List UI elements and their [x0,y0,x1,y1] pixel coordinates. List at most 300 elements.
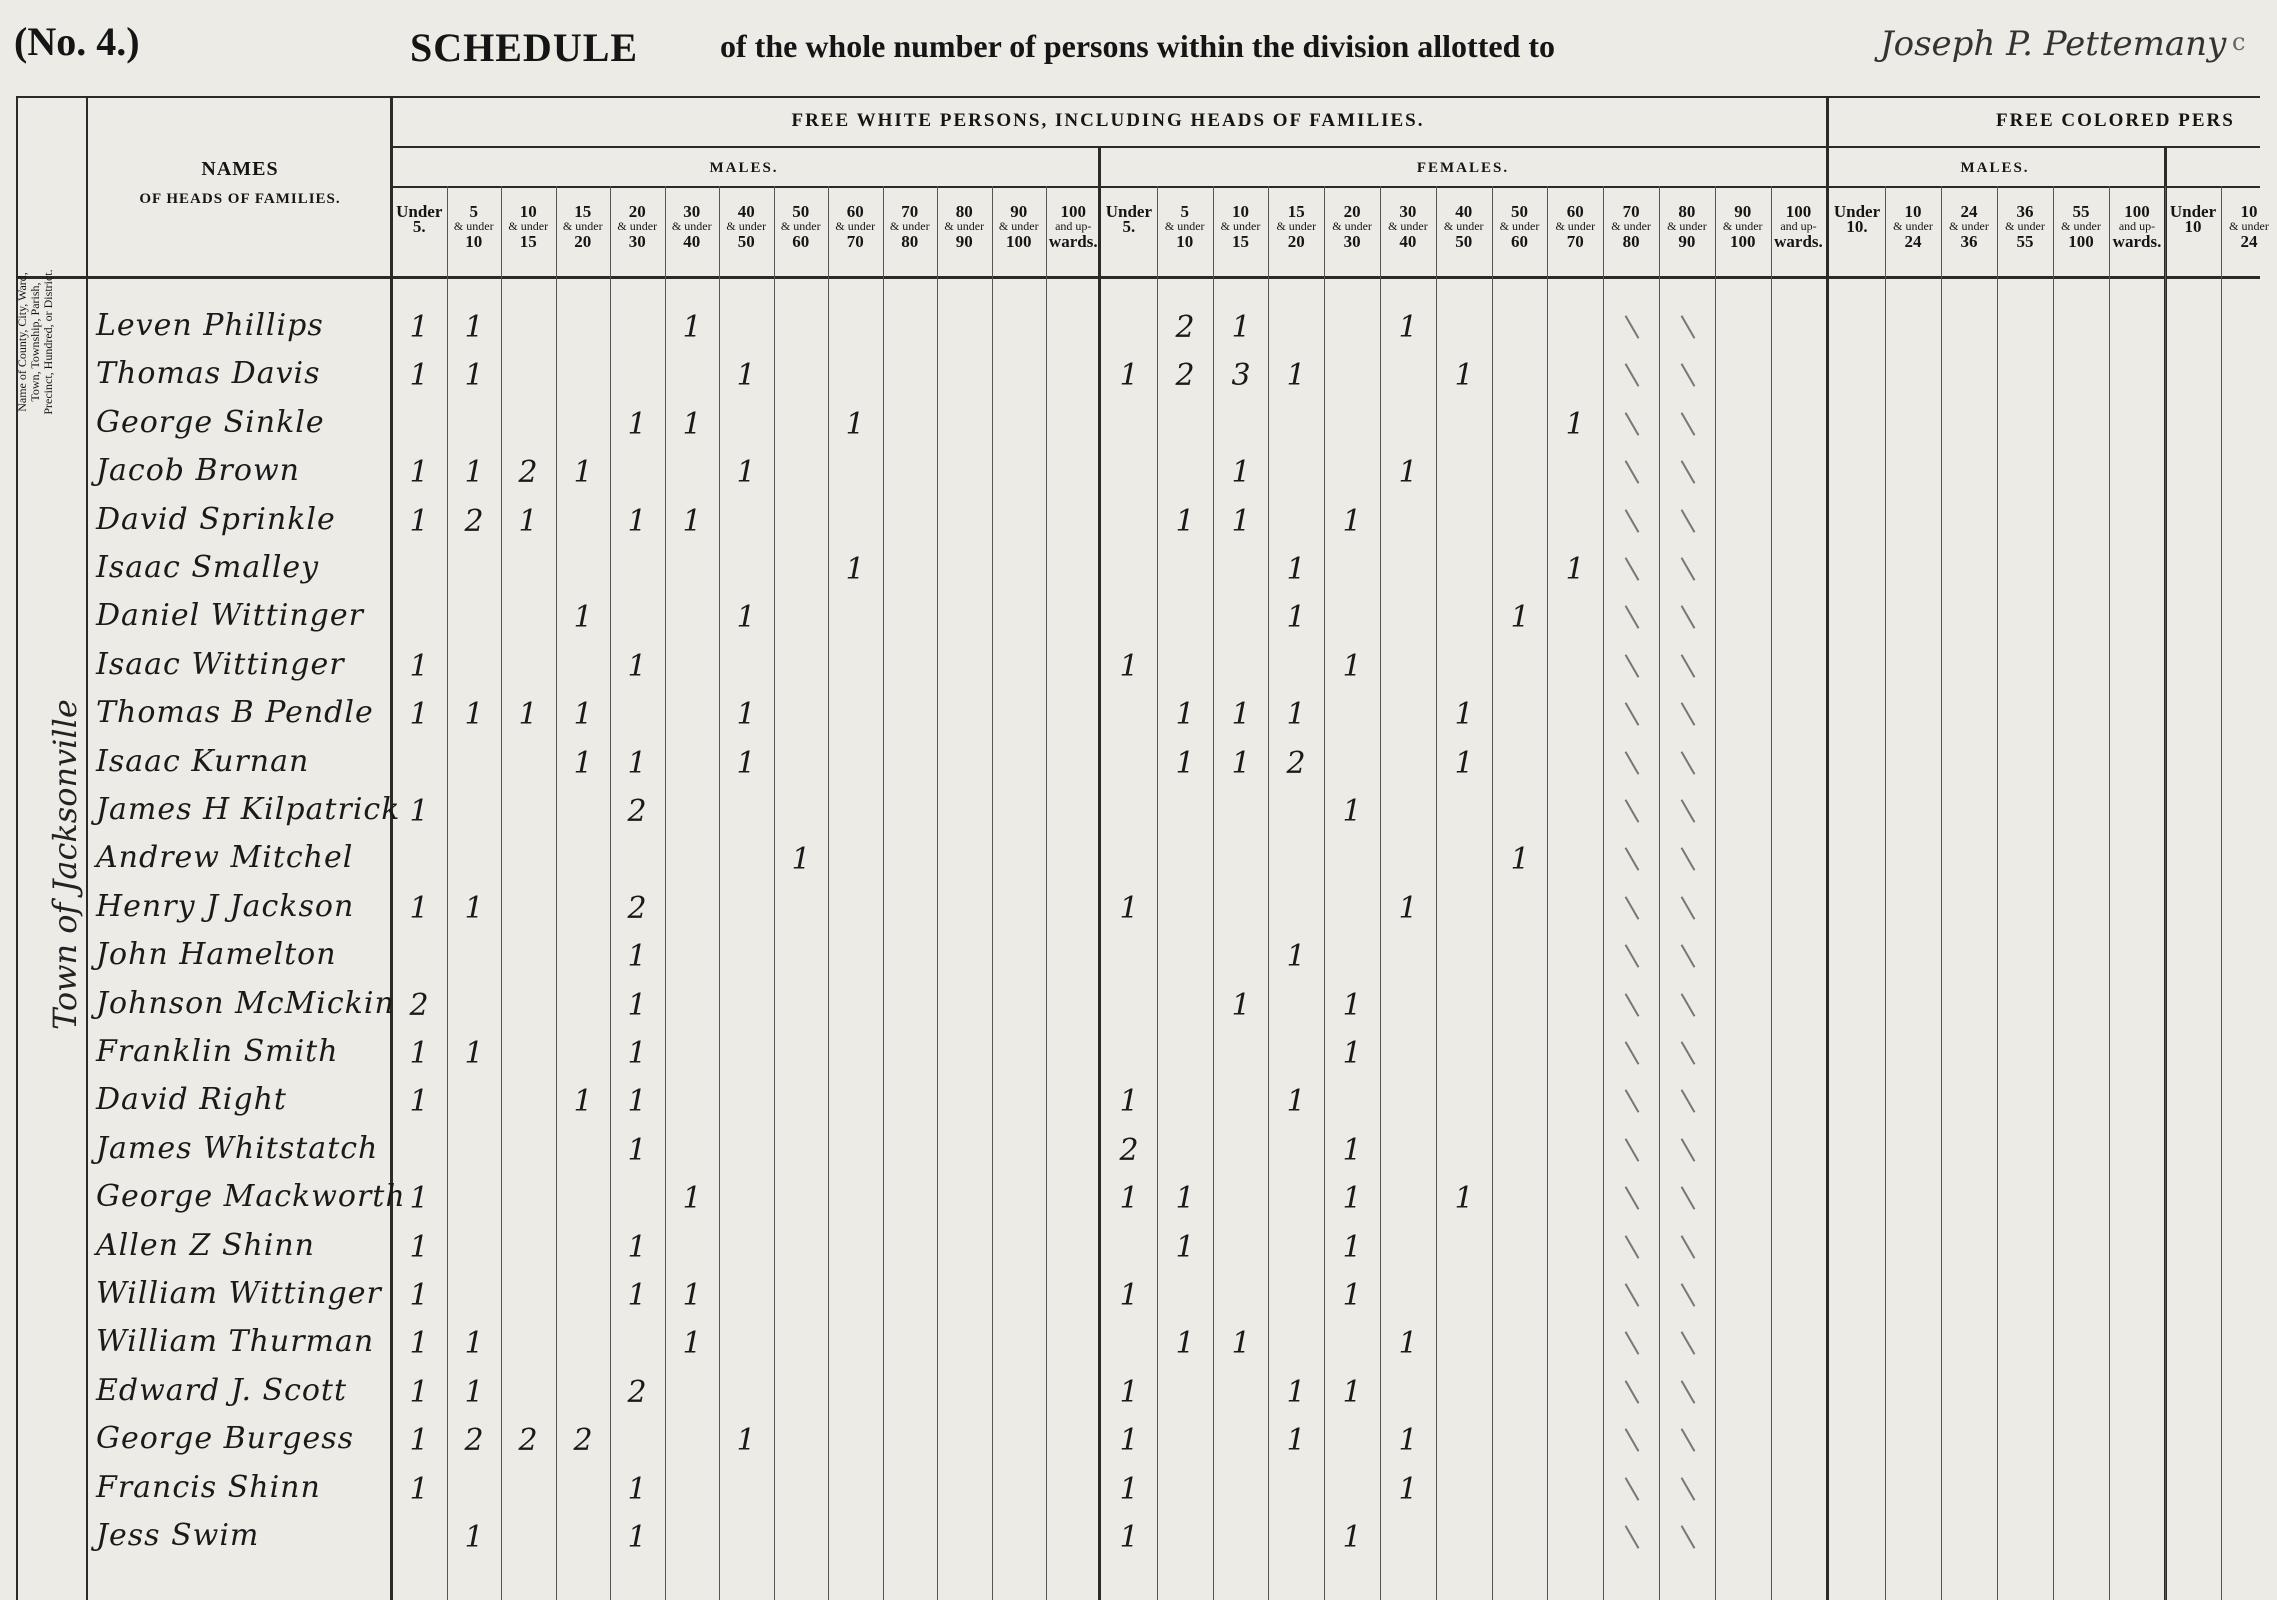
tally-mark [1681,1380,1696,1404]
table-row [0,887,2260,935]
female-age-header [1771,204,1827,249]
tally-mark [1625,1525,1640,1549]
head-of-family-name: Allen Z Shinn [96,1228,315,1263]
head-of-family-name: Thomas Davis [96,356,321,391]
male-count-cell: 2 [518,1423,538,1458]
female-age-header [1268,204,1324,249]
tally-mark [1681,363,1696,387]
male-count-cell: 1 [791,842,811,877]
tally-mark [1681,847,1696,871]
head-of-family-name: Edward J. Scott [96,1373,348,1408]
age-header-start: 15 [574,202,592,221]
tally-mark [1625,993,1640,1017]
male-count-cell: 1 [409,310,429,345]
age-header-connector: & under [453,219,494,233]
tally-mark [1625,751,1640,775]
colored-males-header: MALES. [1960,160,2030,176]
age-header-end: wards. [1048,232,1098,251]
female-count-cell: 1 [1398,455,1418,490]
schedule-title: SCHEDULE [410,25,639,70]
female-count-cell: 1 [1231,504,1251,539]
location-name: Town of Jacksonville [46,699,84,1030]
male-count-cell: 1 [409,1181,429,1216]
female-count-cell: 2 [1286,746,1306,781]
head-of-family-name: David Sprinkle [96,502,336,537]
female-count-cell: 1 [1231,697,1251,732]
female-count-cell: 1 [1175,504,1195,539]
male-count-cell: 1 [736,1423,756,1458]
head-of-family-name: John Hamelton [96,937,337,972]
colored-age-header [2221,204,2277,249]
age-header-end: 80 [1622,232,1640,251]
male-age-header [937,204,992,249]
female-count-cell: 1 [1286,939,1306,974]
table-row [0,596,2260,644]
table-row [0,1080,2260,1128]
age-header-end: 5. [412,217,426,236]
female-age-header [1715,204,1771,249]
table-row [0,1371,2260,1419]
male-count-cell: 1 [518,504,538,539]
table-row [0,500,2260,548]
male-count-cell: 1 [464,1326,484,1361]
header-bottom-border [16,276,2260,279]
female-count-cell: 1 [1510,842,1530,877]
female-count-cell: 1 [1175,1181,1195,1216]
age-header-connector: & under [889,219,930,233]
female-count-cell: 1 [1175,1326,1195,1361]
head-of-family-name: George Burgess [96,1421,355,1456]
head-of-family-name: David Right [96,1082,287,1117]
age-header-connector: & under [671,219,712,233]
age-header-end: wards. [1774,232,1823,251]
tally-mark [1681,460,1696,484]
male-count-cell: 2 [573,1423,593,1458]
age-header-start: 70 [1622,202,1640,221]
age-header-start: 10 [1231,202,1249,221]
female-count-cell: 1 [1342,1181,1362,1216]
female-count-cell: 1 [1175,1230,1195,1265]
table-row [0,1226,2260,1274]
female-count-cell: 1 [1342,794,1362,829]
age-header-start: 55 [2072,202,2090,221]
female-count-cell: 1 [1454,358,1474,393]
age-header-start: 90 [1010,202,1028,221]
age-header-connector: & under [998,219,1039,233]
female-count-cell: 1 [1119,649,1139,684]
male-count-cell: 1 [409,1326,429,1361]
male-count-cell: 1 [573,455,593,490]
age-header-start: 20 [1343,202,1361,221]
tally-mark [1625,1186,1640,1210]
tally-mark [1681,896,1696,920]
colored-age-header [1829,204,1885,234]
tally-mark [1625,1235,1640,1259]
age-header-start: 40 [1455,202,1473,221]
female-age-header [1603,204,1659,249]
schedule-number: (No. 4.) [14,19,140,64]
table-row [0,838,2260,886]
female-count-cell: 1 [1510,600,1530,635]
male-count-cell: 1 [409,1230,429,1265]
age-header-end: 100 [2068,232,2094,251]
tally-mark [1681,1283,1696,1307]
table-row [0,790,2260,838]
age-header-connector: & under [1164,219,1205,233]
age-header-connector: and up- [1780,219,1817,233]
enumerator-signature: Joseph P. Pettemany [1880,24,2227,64]
male-count-cell: 1 [682,1181,702,1216]
female-count-cell: 1 [1231,746,1251,781]
tally-mark [1681,315,1696,339]
female-count-cell: 1 [1231,310,1251,345]
male-count-cell: 1 [409,1375,429,1410]
colored-age-header [1885,204,1941,249]
age-header-connector: & under [562,219,603,233]
age-header-connector: & under [1611,219,1651,233]
female-count-cell: 1 [1398,1326,1418,1361]
free-colored-header: FREE COLORED PERS [1996,110,2235,131]
female-count-cell: 1 [1119,1472,1139,1507]
age-header-start: 80 [1678,202,1696,221]
subgroup-header-divider [390,186,2260,188]
age-header-end: 30 [1343,232,1361,251]
female-age-header [1213,204,1269,249]
age-header-start: 5 [1180,202,1189,221]
female-count-cell: 1 [1175,746,1195,781]
male-count-cell: 1 [409,1278,429,1313]
tally-mark [1625,1138,1640,1162]
female-count-cell: 1 [1398,1423,1418,1458]
male-count-cell: 1 [409,1472,429,1507]
male-count-cell: 2 [627,794,647,829]
female-count-cell: 1 [1454,746,1474,781]
tally-mark [1681,702,1696,726]
age-header-end: 40 [683,232,701,251]
age-header-connector: & under [508,219,549,233]
age-header-start: 24 [1960,202,1978,221]
age-header-end: 70 [1566,232,1584,251]
age-header-start: 50 [792,202,810,221]
age-header-end: 10. [1846,217,1868,236]
female-count-cell: 1 [1119,1278,1139,1313]
male-count-cell: 1 [409,891,429,926]
tally-mark [1625,509,1640,533]
male-count-cell: 1 [736,600,756,635]
age-header-start: 20 [628,202,646,221]
table-row [0,1274,2260,1322]
head-of-family-name: James Whitstatch [96,1131,379,1166]
tally-mark [1681,1525,1696,1549]
head-of-family-name: George Mackworth [96,1179,406,1214]
age-header-end: 60 [792,232,810,251]
head-of-family-name: Henry J Jackson [96,889,355,924]
age-header-start: 10 [2240,202,2258,221]
female-count-cell: 1 [1286,1375,1306,1410]
male-count-cell: 1 [409,455,429,490]
table-row [0,1419,2260,1467]
age-header-connector: & under [1555,219,1596,233]
age-header-start: 30 [1399,202,1417,221]
head-of-family-name: Isaac Wittinger [96,647,345,682]
age-header-connector: & under [1220,219,1261,233]
tally-mark [1681,1089,1696,1113]
female-count-cell: 1 [1286,1423,1306,1458]
female-count-cell: 1 [1342,1278,1362,1313]
head-of-family-name: Andrew Mitchel [96,840,354,875]
female-count-cell: 1 [1342,1375,1362,1410]
male-count-cell: 1 [464,455,484,490]
female-count-cell: 1 [1119,1423,1139,1458]
age-header-start: Under [1105,202,1153,221]
female-count-cell: 1 [1286,600,1306,635]
head-of-family-name: George Sinkle [96,405,325,440]
male-count-cell: 1 [518,697,538,732]
male-count-cell: 1 [409,1084,429,1119]
names-title: NAMES [201,158,279,180]
female-count-cell: 1 [1231,988,1251,1023]
male-count-cell: 1 [464,1520,484,1555]
table-row [0,1177,2260,1225]
age-header-start: 30 [683,202,701,221]
table-row [0,742,2260,790]
tally-mark [1625,557,1640,581]
age-header-end: 20 [574,232,592,251]
female-count-cell: 1 [1286,1084,1306,1119]
age-header-start: 60 [1566,202,1584,221]
head-of-family-name: James H Kilpatrick [96,792,401,827]
age-header-start: Under [1833,202,1881,221]
age-header-connector: and up- [1055,219,1092,233]
age-header-connector: & under [1949,219,1989,233]
colored-age-header [1997,204,2053,249]
age-header-connector: & under [1722,219,1763,233]
male-count-cell: 1 [464,891,484,926]
free-white-header: FREE WHITE PERSONS, INCLUDING HEADS OF FAMILIES. [791,110,1425,131]
age-header-connector: & under [2229,219,2269,233]
tally-mark [1625,896,1640,920]
colored-age-header [2165,204,2221,234]
female-count-cell: 1 [1342,1230,1362,1265]
male-count-cell: 1 [736,746,756,781]
male-count-cell: 2 [464,504,484,539]
age-header-connector: & under [617,219,658,233]
male-count-cell: 1 [409,697,429,732]
male-age-header [774,204,829,249]
age-header-connector: & under [1276,219,1317,233]
male-age-header [392,204,447,234]
age-header-start: 80 [955,202,973,221]
male-age-header [610,204,665,249]
male-count-cell: 1 [627,988,647,1023]
female-count-cell: 1 [1231,455,1251,490]
head-of-family-name: Leven Phillips [96,308,324,343]
tally-mark [1681,1138,1696,1162]
age-header-end: wards. [2112,232,2162,251]
female-count-cell: 1 [1119,1375,1139,1410]
table-row [0,1322,2260,1370]
age-header-connector: & under [1388,219,1428,233]
female-count-cell: 1 [1565,552,1585,587]
male-count-cell: 1 [409,794,429,829]
age-header-connector: & under [726,219,767,233]
age-header-start: 40 [737,202,755,221]
colored-age-header [1941,204,1997,249]
table-row [0,403,2260,451]
age-header-end: 40 [1399,232,1417,251]
age-header-end: 5. [1122,217,1136,236]
tally-mark [1625,1477,1640,1501]
male-age-header [719,204,774,249]
tally-mark [1625,460,1640,484]
colored-age-header [2109,204,2165,249]
male-count-cell: 1 [682,1326,702,1361]
male-count-cell: 2 [464,1423,484,1458]
white-females-header: FEMALES. [1416,160,1510,176]
male-count-cell: 2 [627,891,647,926]
tally-mark [1681,557,1696,581]
female-age-header [1659,204,1715,249]
age-header-end: 90 [955,232,973,251]
age-header-connector: and up- [2118,219,2156,233]
female-count-cell: 1 [1398,310,1418,345]
tally-mark [1625,412,1640,436]
table-row [0,1468,2260,1516]
female-count-cell: 1 [1119,891,1139,926]
male-count-cell: 1 [682,310,702,345]
age-header-start: 10 [1904,202,1922,221]
age-header-start: Under [2169,202,2217,221]
age-header-start: 90 [1734,202,1752,221]
head-of-family-name: William Wittinger [96,1276,382,1311]
table-row [0,693,2260,741]
tally-mark [1681,1186,1696,1210]
female-count-cell: 1 [1119,1084,1139,1119]
female-count-cell: 1 [1119,358,1139,393]
male-count-cell: 1 [409,504,429,539]
female-count-cell: 1 [1119,1181,1139,1216]
male-count-cell: 2 [518,455,538,490]
age-header-end: 36 [1960,232,1978,251]
tally-mark [1625,1331,1640,1355]
male-count-cell: 1 [627,504,647,539]
female-count-cell: 1 [1286,552,1306,587]
table-row [0,1516,2260,1564]
age-header-start: 5 [469,202,478,221]
age-header-end: 100 [1006,232,1032,251]
male-count-cell: 1 [573,697,593,732]
age-header-start: 15 [1287,202,1305,221]
tally-mark [1625,847,1640,871]
tally-mark [1625,363,1640,387]
tally-mark [1681,799,1696,823]
tally-mark [1625,1089,1640,1113]
female-count-cell: 1 [1342,988,1362,1023]
age-header-end: 70 [846,232,864,251]
tally-mark [1625,1380,1640,1404]
group-header-divider [390,146,2260,148]
female-age-header [1101,204,1157,234]
age-header-end: 50 [1455,232,1473,251]
male-age-header [992,204,1047,249]
male-count-cell: 1 [573,1084,593,1119]
age-header-end: 24 [1904,232,1922,251]
male-count-cell: 1 [627,1278,647,1313]
tally-mark [1625,1283,1640,1307]
male-count-cell: 1 [627,939,647,974]
table-row [0,548,2260,596]
age-header-start: 36 [2016,202,2034,221]
male-count-cell: 1 [627,1084,647,1119]
male-count-cell: 2 [409,988,429,1023]
female-count-cell: 1 [1342,1520,1362,1555]
table-row [0,984,2260,1032]
female-count-cell: 2 [1175,358,1195,393]
age-header-end: 20 [1287,232,1305,251]
tally-mark [1625,799,1640,823]
male-count-cell: 1 [627,1036,647,1071]
head-of-family-name: Jess Swim [96,1518,260,1553]
male-count-cell: 1 [573,746,593,781]
tally-mark [1681,993,1696,1017]
age-header-connector: & under [835,219,876,233]
tally-mark [1681,1041,1696,1065]
tally-mark [1681,1428,1696,1452]
age-header-end: 10 [1176,232,1194,251]
corner-mark: c [2232,28,2246,56]
tally-mark [1681,751,1696,775]
female-count-cell: 2 [1119,1133,1139,1168]
table-row [0,1129,2260,1177]
table-row [0,451,2260,499]
female-age-header [1380,204,1436,249]
age-header-end: 60 [1510,232,1528,251]
tally-mark [1681,944,1696,968]
names-column-header [90,158,390,208]
age-header-start: 10 [519,202,537,221]
age-header-end: 15 [1231,232,1249,251]
age-header-connector: & under [1893,219,1933,233]
location-note: Name of County, City, Ward, Town, Township, Parish, Precinct, Hundred, or District. [15,269,55,415]
table-row [0,645,2260,693]
head-of-family-name: Francis Shinn [96,1470,321,1505]
male-age-header [501,204,556,249]
tally-mark [1625,654,1640,678]
male-count-cell: 1 [464,697,484,732]
age-header-connector: & under [1443,219,1484,233]
head-of-family-name: Daniel Wittinger [96,598,364,633]
age-header-start: Under [396,202,443,221]
female-count-cell: 1 [1342,1036,1362,1071]
male-count-cell: 1 [573,600,593,635]
male-count-cell: 1 [627,649,647,684]
age-header-connector: & under [780,219,821,233]
head-of-family-name: Johnson McMickin [96,986,395,1021]
male-age-header [556,204,611,249]
male-count-cell: 1 [682,407,702,442]
female-count-cell: 1 [1398,1472,1418,1507]
age-header-end: 24 [2240,232,2258,251]
table-row [0,935,2260,983]
age-header-end: 55 [2016,232,2034,251]
age-header-start: 100 [1060,202,1086,221]
tally-mark [1681,1331,1696,1355]
age-header-connector: & under [1332,219,1372,233]
female-count-cell: 1 [1398,891,1418,926]
male-count-cell: 1 [409,358,429,393]
age-header-start: 100 [2124,202,2150,221]
male-count-cell: 1 [736,358,756,393]
